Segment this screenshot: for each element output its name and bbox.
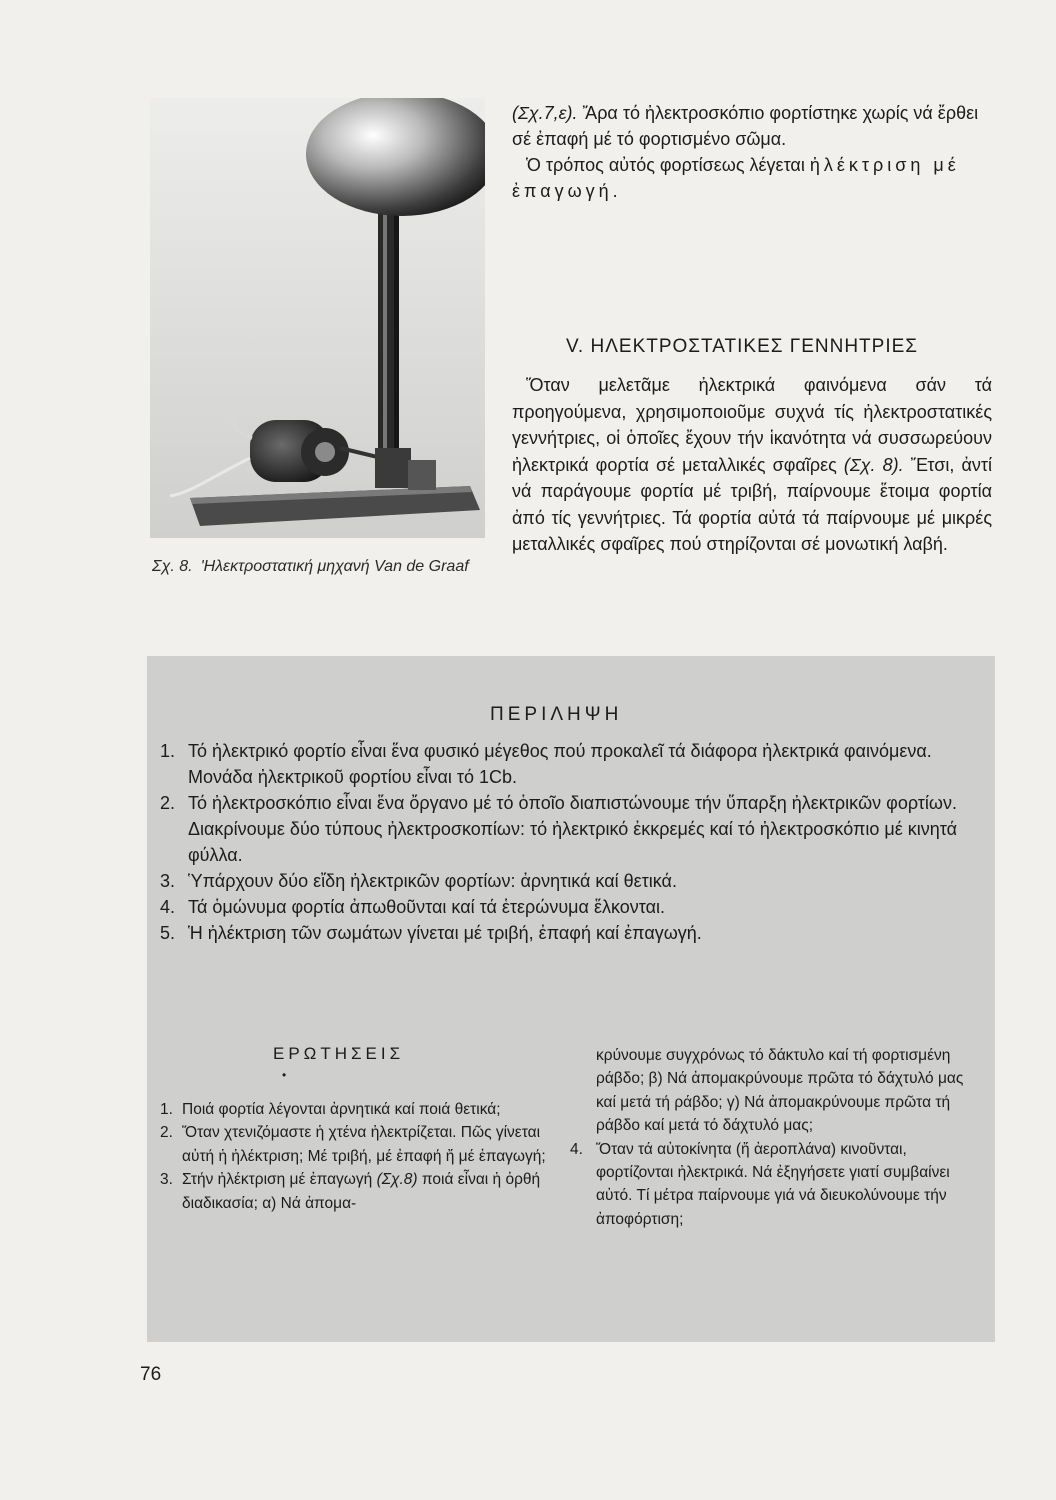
question-text: Ὅταν χτενιζόμαστε ἡ χτένα ἠλεκτρίζεται. Πῶς γίνεται αὐτή ἡ ἠλέκτριση; Μέ τριβή, μέ ἐπαφή ἤ μέ ἐπαγωγή;	[182, 1124, 546, 1165]
figure-photo	[150, 98, 485, 538]
questions-list-left	[160, 1098, 548, 1215]
question-ref: (Σχ.8)	[376, 1171, 418, 1189]
figure-caption	[152, 556, 487, 577]
summary-item-text: Τό ἠλεκτρικό φορτίο εἶναι ἕνα φυσικό μέγεθος πού προκαλεῖ τά διάφορα ἠλεκτρικά φαινόμενα. Μονάδα ἠλεκτρικοῦ φορτίου εἶναι τό 1Cb.	[188, 741, 932, 787]
intro-line-1	[512, 100, 992, 152]
intro-text	[512, 100, 992, 204]
section-title: V. ΗΛΕΚΤΡΟΣΤΑΤΙΚΕΣ ΓΕΝΝΗΤΡΙΕΣ	[566, 336, 919, 357]
summary-item-number: 2.	[160, 793, 176, 813]
summary-item-text: Τό ἠλεκτροσκόπιο εἶναι ἕνα ὄργανο μέ τό ὁποῖο διαπιστώνουμε τήν ὕπαρξη ἠλεκτρικῶν φορτίων. Διακρίνουμε δύο τύπους ἠλεκτροσκοπίων: τό ἠλεκτρικό ἐκκρεμές καί τό ἠλεκτροσκόπιο μέ κινητά φύλλα.	[188, 793, 958, 865]
questions-right-column	[570, 1044, 970, 1231]
summary-list	[160, 738, 980, 946]
summary-item-text: Ὑπάρχουν δύο εἴδη ἠλεκτρικῶν φορτίων: ἀρνητικά καί θετικά.	[188, 871, 677, 891]
intro-line-1-rest: Ἄρα τό ἠλεκτροσκόπιο φορτίστηκε χωρίς νά ἔρθει σέ ἐπαφή μέ τό φορτισμένο σῶμα.	[512, 103, 979, 149]
summary-item	[160, 738, 980, 790]
summary-item-number: 1.	[160, 741, 176, 761]
summary-item-number: 5.	[160, 923, 176, 943]
section-ref: (Σχ. 8).	[843, 454, 904, 475]
question-number: 1.	[160, 1101, 173, 1118]
page-number: 76	[140, 1364, 162, 1385]
questions-title: ΕΡΩΤΗΣΕΙΣ	[273, 1044, 405, 1063]
summary-item	[160, 790, 980, 868]
question-text: Ὅταν τά αὐτοκίνητα (ἤ ἀεροπλάνα) κινοῦνται, φορτίζονται ἠλεκτρικά. Νά ἐξηγήσετε γιατί συμβαίνει αὐτό. Τί μέτρα παίρνουμε γιά νά διευκολύνουμε τήν ἀποφόρτιση;	[596, 1140, 950, 1228]
intro-term: ἠλέκτριση μέ ἐπαγωγή.	[512, 155, 960, 201]
question-item	[160, 1168, 548, 1215]
summary-item-text: Ἡ ἠλέκτριση τῶν σωμάτων γίνεται μέ τριβή, ἐπαφή καί ἐπαγωγή.	[188, 923, 702, 943]
question-text-part1: Στήν ἠλέκτριση μέ ἐπαγωγή	[182, 1171, 373, 1189]
summary-item	[160, 868, 980, 894]
question-item	[570, 1138, 970, 1232]
summary-title: ΠΕΡΙΛΗΨΗ	[490, 704, 623, 725]
question-continuation: κρύνουμε συγχρόνως τό δάκτυλο καί τή φορτισμένη ράβδο; β) Νά ἀπομακρύνουμε πρῶτα τό δάχτυλό μας καί μετά τή ράβδο; γ) Νά ἀπομακρύνουμε πρῶτα τή ράβδο καί μετά τό δάχτυλό μας;	[596, 1047, 964, 1135]
intro-line-2	[512, 152, 992, 204]
caption-text: 'Ηλεκτροστατική μηχανή Van de Graaf	[200, 558, 469, 575]
section-body-part1: Ὅταν μελετᾶμε ἠλεκτρικά φαινόμενα σάν τά προηγούμενα, χρησιμοποιοῦμε συχνά τίς ἠλεκτροστατικές γεννήτριες, οἱ ὁποῖες ἔχουν τήν ἱκανότητα νά συσσωρεύουν ἠλεκτρικά φορτία σέ μεταλλικές σφαῖρες	[512, 375, 992, 475]
questions-bullet: •	[282, 1068, 287, 1082]
section-body-part2: Ἔτσι, ἀντί νά παράγουμε φορτία μέ τριβή, παίρνουμε ἕτοιμα φορτία ἀπό τίς γεννήτριες. Τά φορτία αὐτά τά παίρνουμε μέ μικρές μεταλλικές σφαῖρες πού στηρίζονται σέ μονωτική λαβή.	[512, 454, 992, 554]
summary-item-text: Τά ὁμώνυμα φορτία ἀπωθοῦνται καί τά ἑτερώνυμα ἕλκονται.	[188, 897, 666, 917]
question-number: 2.	[160, 1124, 173, 1142]
summary-item	[160, 894, 980, 920]
question-item	[160, 1121, 548, 1168]
question-number: 3.	[160, 1171, 173, 1189]
summary-item-number: 3.	[160, 871, 176, 891]
section-paragraph	[512, 372, 992, 558]
question-item	[160, 1098, 548, 1121]
summary-item	[160, 920, 980, 946]
question-number: 4.	[570, 1140, 583, 1158]
intro-ref: (Σχ.7,ε).	[512, 103, 578, 123]
caption-number: Σχ. 8.	[152, 558, 193, 575]
intro-line-2-prefix: Ὁ τρόπος αὐτός φορτίσεως λέγεται	[526, 155, 805, 175]
question-text-part2: ποιά εἶναι ἡ ὀρθή διαδικασία; α) Νά ἀπομα-	[182, 1171, 541, 1212]
section-body	[512, 372, 992, 558]
van-de-graaff-illustration	[150, 98, 485, 538]
question-text: Ποιά φορτία λέγονται ἀρνητικά καί ποιά θετικά;	[182, 1101, 501, 1118]
summary-item-number: 4.	[160, 897, 176, 917]
